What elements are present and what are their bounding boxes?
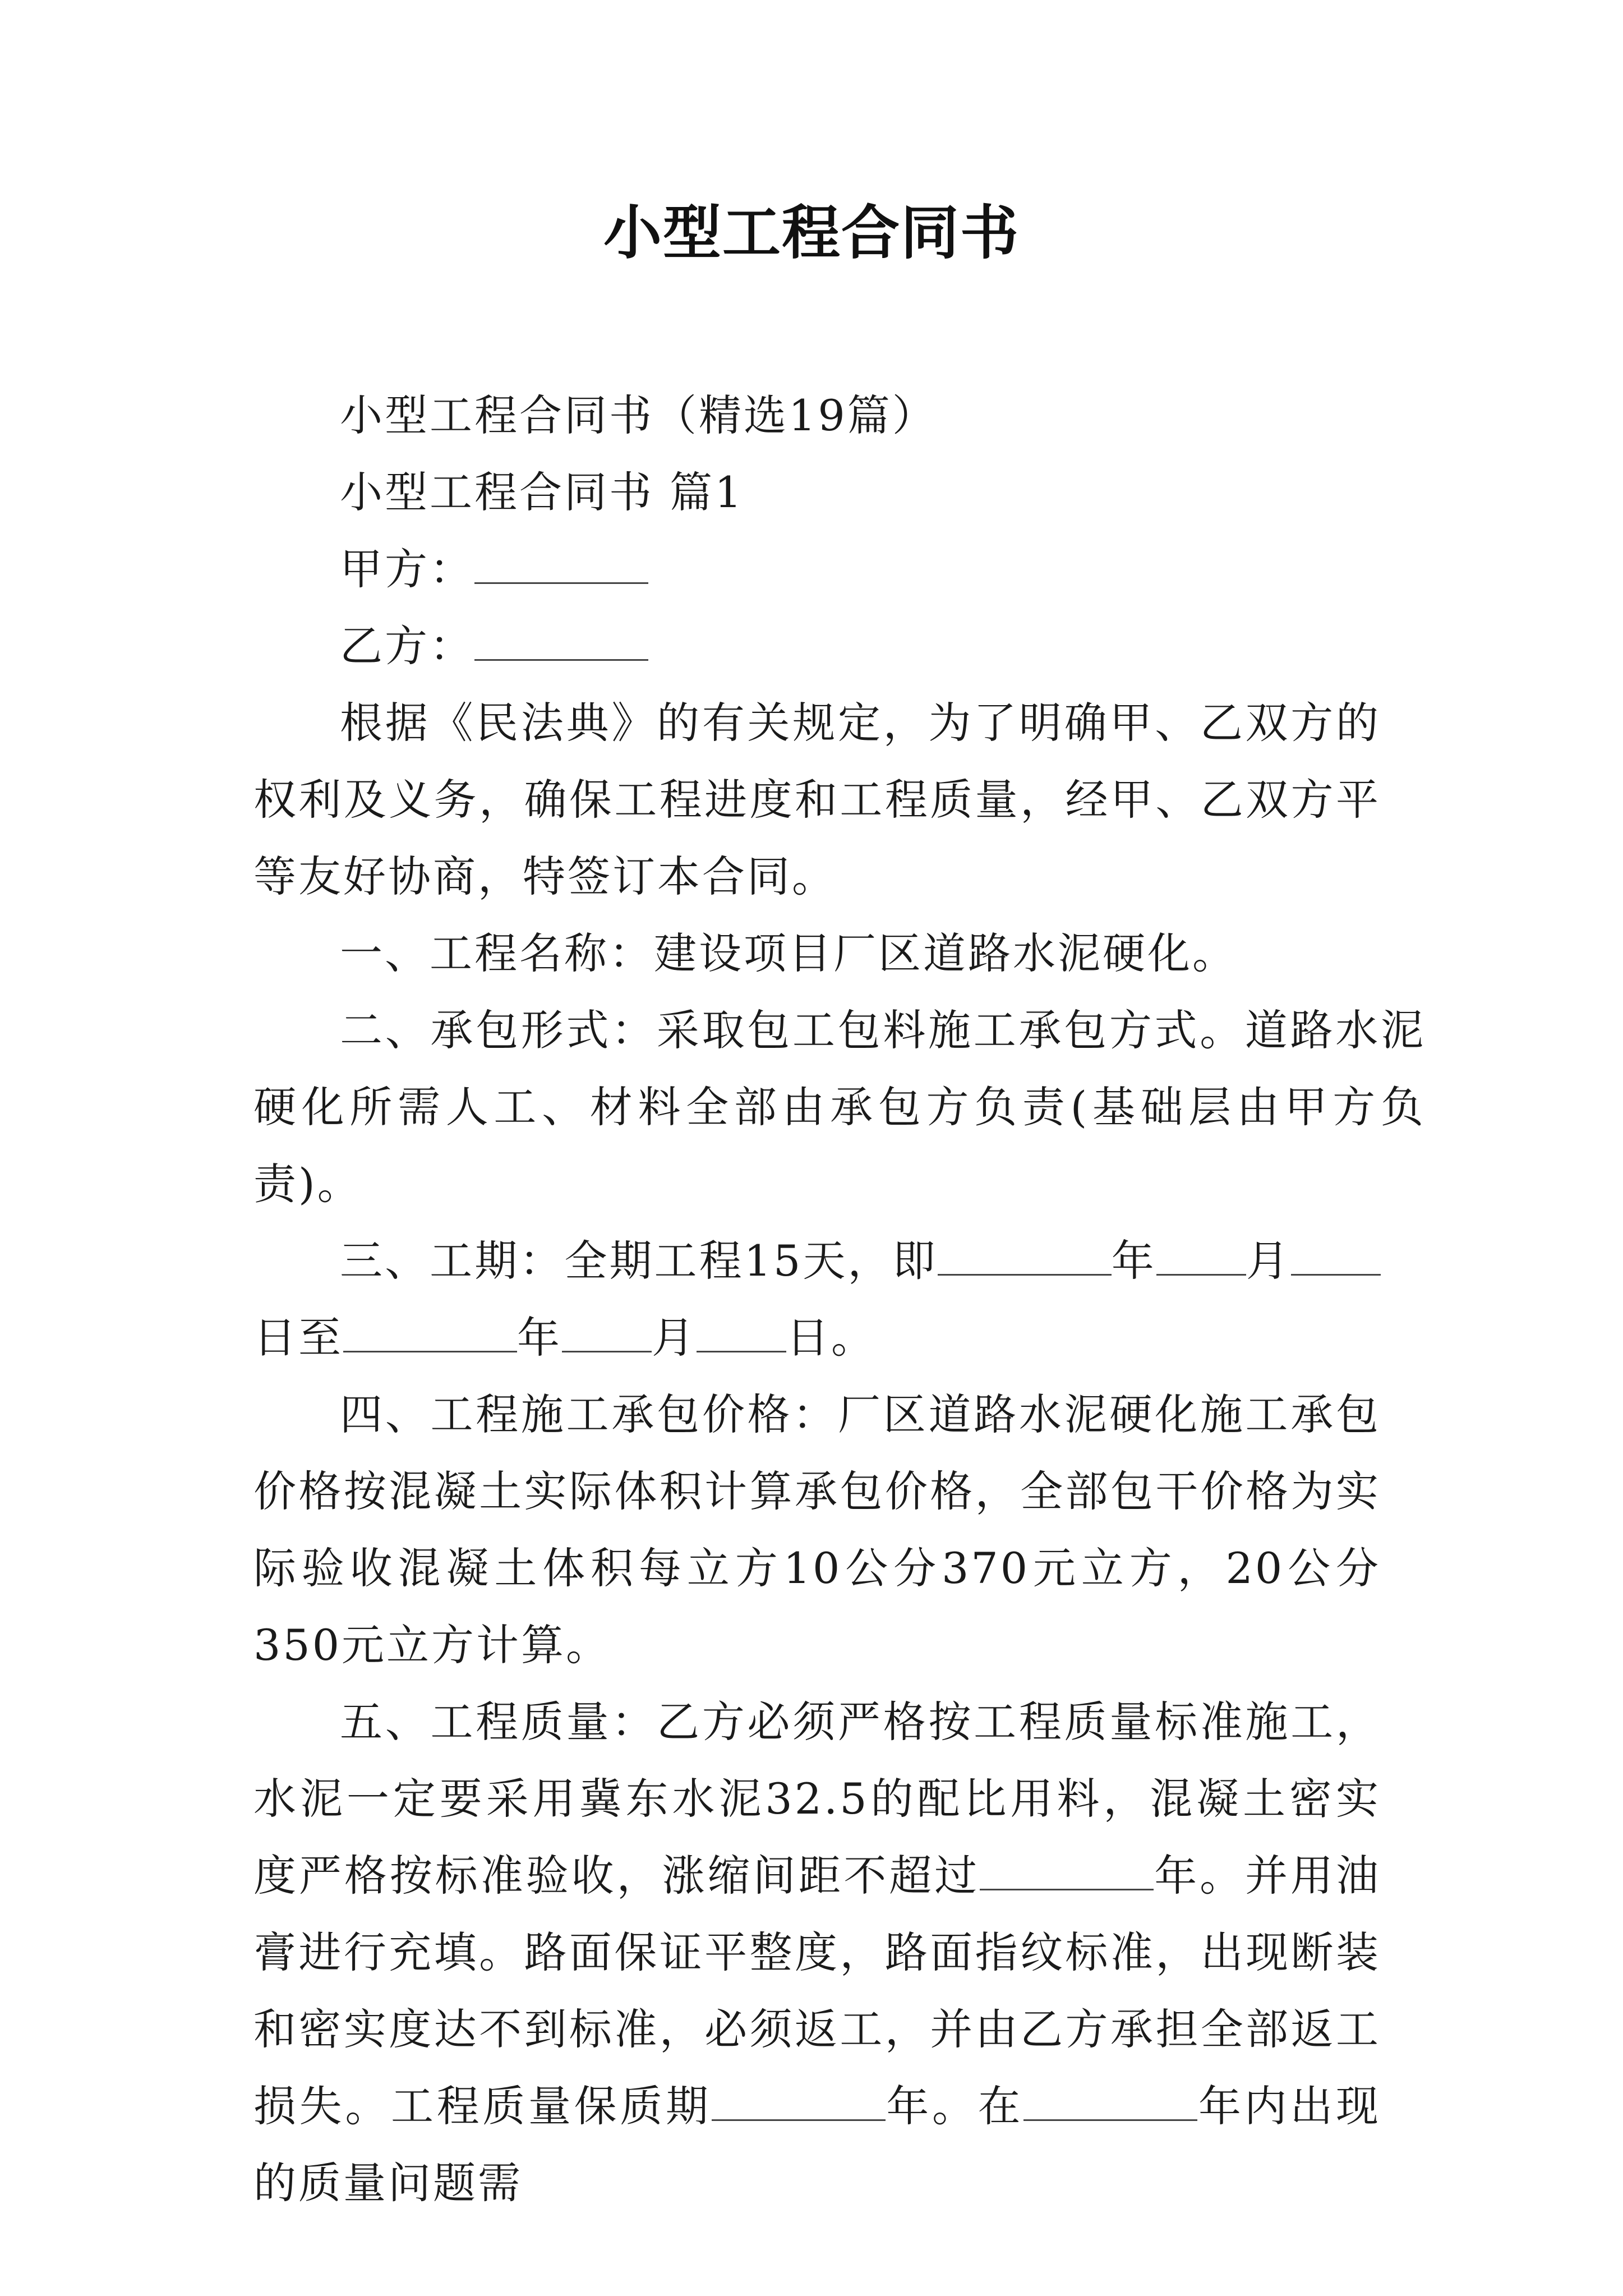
clause-2: 二、承包形式：采取包工包料施工承包方式。道路水泥硬化所需人工、材料全部由承包方负责(基础层由甲方负责)。 [253, 1005, 1426, 1209]
start-day-blank [1291, 1234, 1381, 1276]
end-year-blank [343, 1310, 517, 1352]
start-year-blank [938, 1234, 1112, 1276]
day-end-label: 日。 [786, 1313, 876, 1363]
party-a-line [253, 531, 1381, 608]
clause-5-text-4: 年内出现的质量问题需 [253, 2081, 1381, 2208]
party-b-blank [474, 619, 648, 661]
document-body [253, 377, 1426, 2221]
party-a-label: 甲方： [340, 544, 474, 594]
warranty-years-blank [1023, 2079, 1197, 2121]
party-b-label: 乙方： [340, 621, 474, 671]
clause-5-text-2: 年。并用油膏进行充填。路面保证平整度，路面指纹标准，出现断装和密实度达不到标准，必须返工，并由乙方承担全部返工损失。工程质量保质期 [253, 1851, 1381, 2131]
year-label: 年 [1111, 1236, 1156, 1286]
subtitle: 小型工程合同书（精选19篇） [340, 390, 937, 440]
party-b-line [253, 608, 1381, 684]
day-to-label: 日至 [253, 1313, 343, 1363]
section-heading: 小型工程合同书 篇1 [340, 467, 744, 517]
month-label: 月 [1246, 1236, 1291, 1286]
clause-5-text: 五、工程质量：乙方必须严格按工程质量标准施工，水泥一定要采用冀东水泥32.5的配比用料，混凝土密实度严格按标准验收，涨缩间距不超过 [253, 1697, 1381, 1901]
clause-3 [253, 1222, 1381, 1376]
start-month-blank [1156, 1234, 1246, 1276]
year-label: 年 [517, 1313, 562, 1363]
clause-3-text: 三、工期：全期工程15天，即 [340, 1236, 938, 1286]
clause-5-text-3: 年。在 [885, 2081, 1024, 2131]
party-a-blank [474, 542, 648, 584]
clause-1: 一、工程名称：建设项目厂区道路水泥硬化。 [340, 928, 1237, 978]
end-day-blank [697, 1310, 786, 1352]
document-title: 小型工程合同书 [603, 198, 1020, 267]
month-label: 月 [652, 1313, 697, 1363]
joint-spacing-blank [980, 1848, 1154, 1890]
intro-paragraph: 根据《民法典》的有关规定，为了明确甲、乙双方的权利及义务，确保工程进度和工程质量，经甲、乙双方平等友好协商，特签订本合同。 [253, 698, 1381, 901]
clause-5 [253, 1683, 1381, 2221]
clause-4: 四、工程施工承包价格：厂区道路水泥硬化施工承包价格按混凝土实际体积计算承包价格，全部包干价格为实际验收混凝土体积每立方10公分370元立方，20公分350元立方计算。 [253, 1389, 1381, 1670]
warranty-period-blank [712, 2079, 886, 2121]
end-month-blank [562, 1310, 652, 1352]
